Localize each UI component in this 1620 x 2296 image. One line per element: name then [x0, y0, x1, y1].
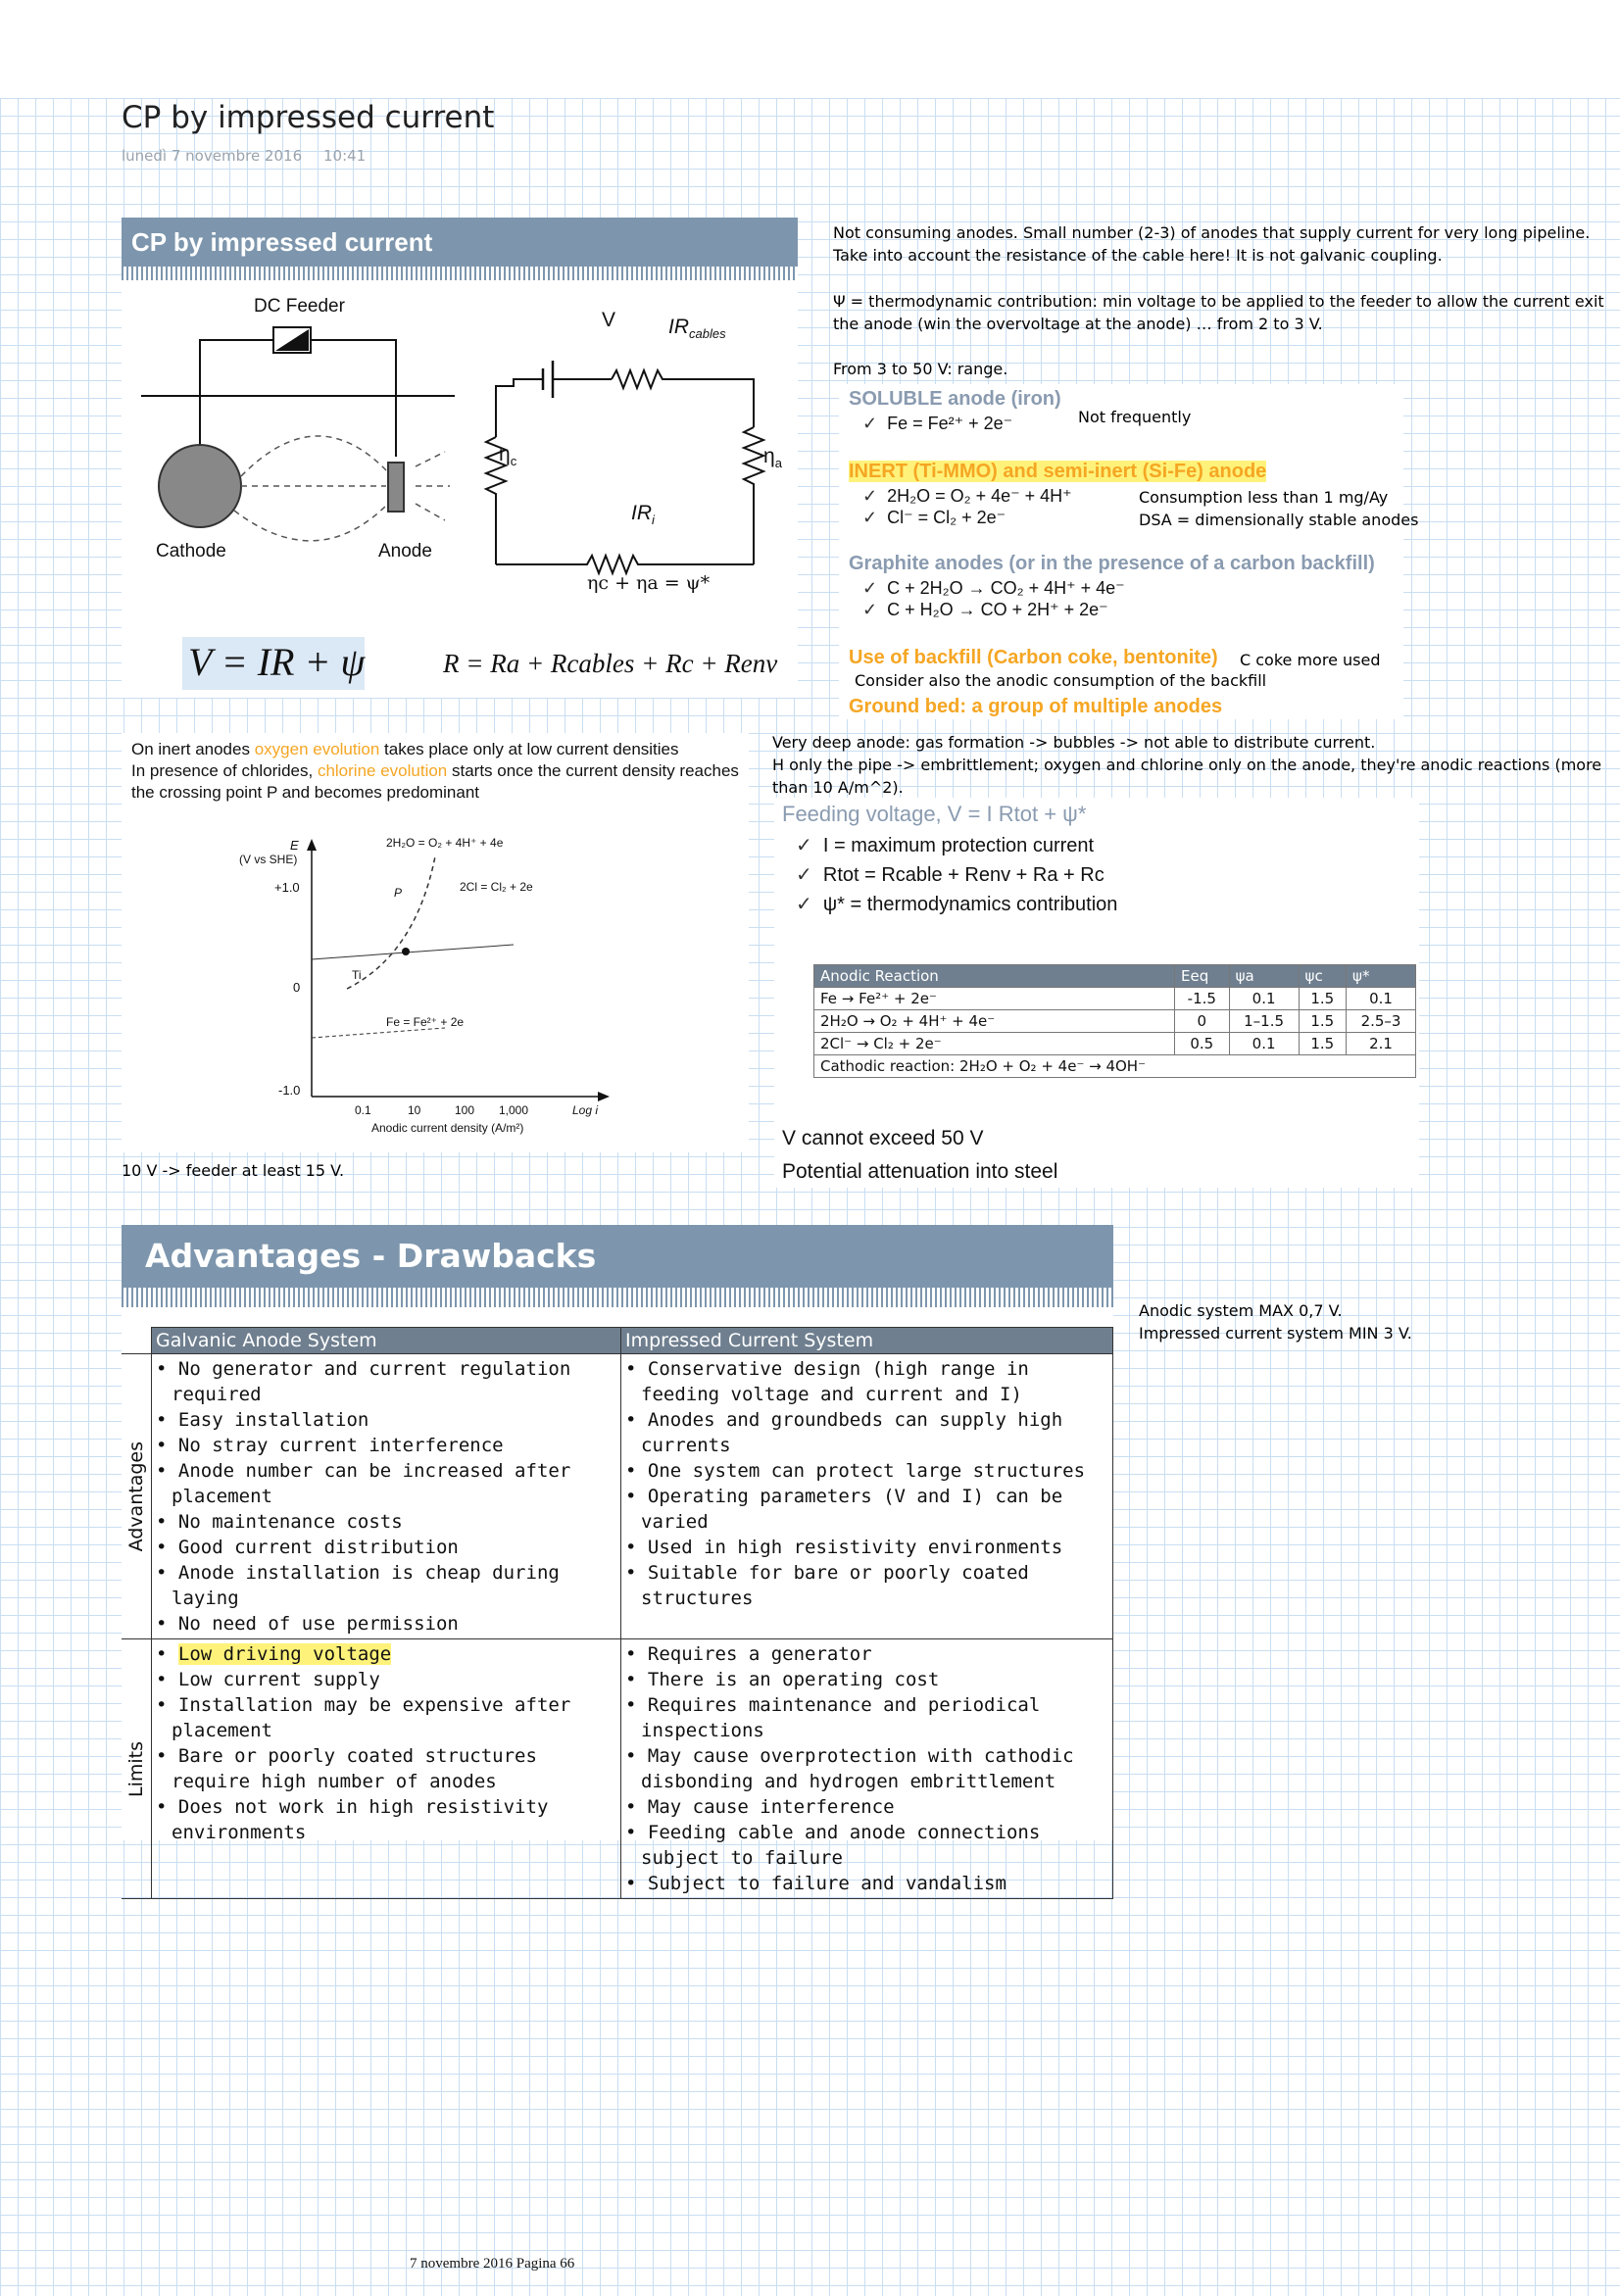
list-item: • Operating parameters (V and I) can be varied [625, 1484, 1108, 1535]
advantages-stripe [122, 1288, 1113, 1307]
feeding-line-1: V cannot exceed 50 V [782, 1127, 984, 1149]
advantages-header-row [122, 1328, 1113, 1354]
point-p-label: P [394, 886, 403, 900]
table-cell: 0.1 [1229, 1033, 1299, 1055]
list-item: • No need of use permission [156, 1611, 616, 1637]
x-tick-0-1: 0.1 [355, 1103, 371, 1117]
table-row [814, 988, 1416, 1010]
anodic-reaction-table [813, 964, 1416, 1078]
note-dsa: DSA = dimensionally stable anodes [1139, 511, 1419, 529]
slide-feeding-voltage [774, 798, 1419, 1188]
limits-label: Limits [125, 1740, 147, 1797]
slide-header: CP by impressed current [122, 218, 798, 267]
soluble-reaction: ✓ Fe = Fe²⁺ + 2e⁻ [862, 414, 1013, 433]
list-item: • There is an operating cost [625, 1667, 1108, 1692]
col-impressed: Impressed Current System [621, 1328, 1113, 1354]
th-psistar: ψ* [1347, 965, 1416, 988]
table-cell: 0.5 [1175, 1033, 1230, 1055]
header-area [0, 0, 1620, 98]
anode-label: Anode [378, 541, 432, 562]
y-tick-plus1: +1.0 [274, 880, 300, 895]
page-title: CP by impressed current [122, 100, 495, 135]
th-eeq: Eeq [1175, 965, 1230, 988]
feeding-line-2: Potential attenuation into steel [782, 1160, 1058, 1183]
note-range: From 3 to 50 V: range. [833, 360, 1008, 378]
ir-cables-label: $IR_{cables}$ [668, 316, 726, 342]
impressed-advantages [621, 1354, 1113, 1639]
list-item: • Used in high resistivity environments [625, 1535, 1108, 1560]
feeding-bullet-2: ✓ Rtot = Rcable + Renv + Ra + Rc [796, 864, 1105, 886]
note-consider-backfill: Consider also the anodic consumption of the backfill [855, 671, 1267, 690]
fe-reaction-label: Fe = Fe²⁺ + 2e [386, 1015, 465, 1029]
table-cell: 2.1 [1347, 1033, 1416, 1055]
list-item: • Good current distribution [156, 1535, 616, 1560]
list-item: • Low current supply [156, 1667, 616, 1692]
note-impressed-min: Impressed current system MIN 3 V. [1139, 1324, 1412, 1343]
list-item: • Easy installation [156, 1407, 616, 1433]
th-reaction: Anodic Reaction [814, 965, 1175, 988]
note-psi: Ψ = thermodynamic contribution: min voltage to be applied to the feeder to allow the current exit the anode (win the overvoltage at the anode) … from 2 to 3 V. [833, 292, 1604, 333]
slide-cp-diagram [122, 218, 798, 698]
feeding-bullet-1: ✓ I = maximum protection current [796, 835, 1095, 856]
advantages-header: Advantages - Drawbacks [122, 1225, 1113, 1288]
backfill-heading: Use of backfill (Carbon coke, bentonite) [849, 647, 1218, 668]
x-tick-10: 10 [408, 1103, 421, 1117]
note-not-frequently: Not frequently [1078, 408, 1192, 426]
list-item: • May cause overprotection with cathodic disbonding and hydrogen embrittlement [625, 1743, 1108, 1794]
th-psic: ψc [1299, 965, 1347, 988]
note-deep-anode: Very deep anode: gas formation -> bubbles -> not able to distribute current. [772, 733, 1376, 752]
inert-heading: INERT (Ti-MMO) and semi-inert (Si-Fe) anode [849, 461, 1267, 482]
galvanic-limits [152, 1639, 621, 1899]
list-item: • Requires a generator [625, 1641, 1108, 1667]
eta-a-label: $\eta_a$ [763, 445, 782, 471]
page-date: lunedì 7 novembre 2016 [122, 147, 303, 165]
advantages-label-cell [122, 1354, 152, 1639]
list-item: • Installation may be expensive after placement [156, 1692, 616, 1743]
note-anodic-max: Anodic system MAX 0,7 V. [1139, 1301, 1343, 1320]
dc-feeder-label: DC Feeder [254, 296, 345, 317]
x-tick-1000: 1,000 [499, 1103, 529, 1117]
table-header-row [814, 965, 1416, 988]
feeding-title: Feeding voltage, V = I Rtot + ψ* [782, 802, 1087, 826]
v-equation: V = IR + ψ [188, 640, 366, 684]
soluble-heading: SOLUBLE anode (iron) [849, 388, 1061, 410]
page-footer: 7 novembre 2016 Pagina 66 [410, 2256, 575, 2272]
advantages-row [122, 1354, 1113, 1639]
table-cell: 1.5 [1299, 1033, 1347, 1055]
advantages-table [122, 1327, 1113, 1899]
table-cell: Fe → Fe²⁺ + 2e⁻ [814, 988, 1175, 1010]
r-equation: R = Ra + Rcables + Rc + Renv [443, 649, 778, 678]
list-item: • One system can protect large structures [625, 1458, 1108, 1484]
graphite-heading: Graphite anodes (or in the presence of a carbon backfill) [849, 553, 1375, 574]
list-item: • Feeding cable and anode connections subject to failure [625, 1820, 1108, 1871]
slide-oxygen-evolution [122, 733, 749, 1152]
table-row [814, 1010, 1416, 1033]
slide-advantages-drawbacks [122, 1225, 1113, 1894]
list-item-highlighted: • Low driving voltage [156, 1641, 616, 1667]
v-label: V [602, 309, 616, 331]
table-cell: 0 [1175, 1010, 1230, 1033]
note-h-only-pipe: H only the pipe -> embrittlement; oxygen and chlorine only on the anode, they're anodic reactions (more than 10 A/m^2). [772, 756, 1602, 797]
graphite-reaction-2: ✓ C + H₂O → CO + 2H⁺ + 2e⁻ [862, 600, 1108, 619]
y-tick-0: 0 [293, 980, 301, 995]
cp-circuit-diagram [122, 280, 798, 698]
table-cell: 0.1 [1347, 988, 1416, 1010]
th-psia: ψa [1229, 965, 1299, 988]
list-item: • Anodes and groundbeds can supply high currents [625, 1407, 1108, 1458]
x-axis-label: Anodic current density (A/m²) [371, 1121, 524, 1135]
limits-label-cell [122, 1639, 152, 1899]
list-item: • No stray current interference [156, 1433, 616, 1458]
cl-reaction-label: 2Cl = Cl₂ + 2e [460, 880, 533, 894]
list-item: • Bare or poorly coated structures require high number of anodes [156, 1743, 616, 1794]
slide-stripe [122, 267, 798, 280]
table-row-cathodic [814, 1055, 1416, 1078]
list-item: • Conservative design (high range in feeding voltage and current and I) [625, 1356, 1108, 1407]
ti-label: Ti [352, 968, 362, 982]
table-cell: 0.1 [1229, 988, 1299, 1010]
eta-c-label: $\eta_c$ [499, 443, 517, 469]
cathodic-reaction-cell: Cathodic reaction: 2H₂O + O₂ + 4e⁻ → 4OH⁻ [814, 1055, 1416, 1078]
graphite-reaction-1: ✓ C + 2H₂O → CO₂ + 4H⁺ + 4e⁻ [862, 578, 1125, 598]
col-galvanic: Galvanic Anode System [152, 1328, 621, 1354]
table-cell: 1–1.5 [1229, 1010, 1299, 1033]
cathode-label: Cathode [156, 541, 226, 562]
limits-row [122, 1639, 1113, 1899]
potential-vs-current-chart [122, 827, 749, 1150]
impressed-limits [621, 1639, 1113, 1899]
eta-sum-equation: ηc + ηa = ψ* [587, 572, 711, 594]
galvanic-advantages [152, 1354, 621, 1639]
list-item: • Anode number can be increased after placement [156, 1458, 616, 1509]
table-cell: -1.5 [1175, 988, 1230, 1010]
y-axis-e: E [290, 838, 299, 853]
list-item: • Requires maintenance and periodical inspections [625, 1692, 1108, 1743]
corner-cell [122, 1328, 152, 1354]
list-item: • Suitable for bare or poorly coated structures [625, 1560, 1108, 1611]
feeding-bullet-3: ✓ ψ* = thermodynamics contribution [796, 894, 1118, 915]
ir-i-label: $IR_i$ [631, 502, 655, 528]
x-tick-log-i: Log i [572, 1103, 599, 1117]
note-coke: C coke more used [1240, 651, 1381, 669]
oxygen-text: On inert anodes oxygen evolution takes place only at low current densities In presence of chlorides, chlorine evolution starts once the current density reaches the crossing point P and becomes predominant [131, 740, 739, 802]
table-row [814, 1033, 1416, 1055]
inert-reaction-1: ✓ 2H₂O = O₂ + 4e⁻ + 4H⁺ [862, 486, 1072, 506]
o2-reaction-label: 2H₂O = O₂ + 4H⁺ + 4e [386, 836, 504, 850]
table-cell: 2H₂O → O₂ + 4H⁺ + 4e⁻ [814, 1010, 1175, 1033]
inert-reaction-2: ✓ Cl⁻ = Cl₂ + 2e⁻ [862, 508, 1006, 527]
note-not-consuming: Not consuming anodes. Small number (2-3) of anodes that supply current for very long pipeline. Take into account the resistance of the cable here! It is not galvanic coupling. [833, 223, 1591, 265]
list-item: • No maintenance costs [156, 1509, 616, 1535]
table-cell: 1.5 [1299, 1010, 1347, 1033]
groundbed-heading: Ground bed: a group of multiple anodes [849, 696, 1223, 717]
list-item: • Does not work in high resistivity environments [156, 1794, 616, 1845]
table-cell: 1.5 [1299, 988, 1347, 1010]
advantages-label: Advantages [125, 1441, 147, 1552]
list-item: • No generator and current regulation required [156, 1356, 616, 1407]
y-tick-minus1: -1.0 [278, 1083, 301, 1098]
y-axis-unit: (V vs SHE) [239, 853, 298, 866]
table-cell: 2.5–3 [1347, 1010, 1416, 1033]
note-feeder-15v: 10 V -> feeder at least 15 V. [122, 1161, 345, 1180]
table-cell: 2Cl⁻ → Cl₂ + 2e⁻ [814, 1033, 1175, 1055]
list-item: • Subject to failure and vandalism [625, 1871, 1108, 1896]
x-tick-100: 100 [455, 1103, 475, 1117]
list-item: • May cause interference [625, 1794, 1108, 1820]
list-item: • Anode installation is cheap during laying [156, 1560, 616, 1611]
page-time: 10:41 [323, 147, 367, 165]
note-consumption: Consumption less than 1 mg/Ay [1139, 488, 1389, 507]
